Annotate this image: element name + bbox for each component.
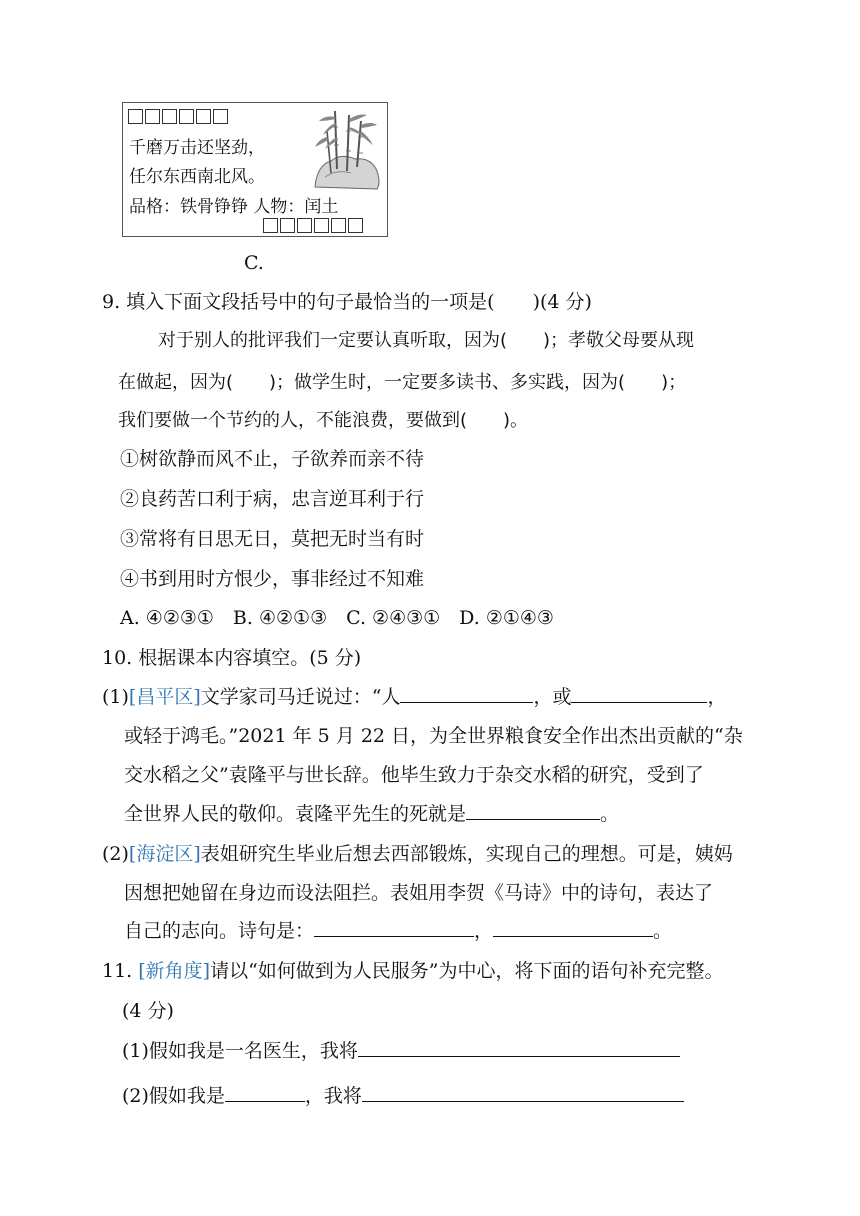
answer-box: [263, 218, 278, 233]
text: 表姐研究生毕业后想去西部锻炼，实现自己的理想。可是，姨妈: [200, 843, 733, 865]
q9-options: A. ④②③① B. ④②①③ C. ②④③① D. ②①④③: [120, 607, 554, 629]
poem-card: [122, 102, 388, 237]
answer-blank[interactable]: [400, 684, 533, 703]
text: (2)假如我是: [122, 1085, 225, 1107]
q9-item-1: ①树欲静而风不止，子欲养而亲不待: [120, 448, 425, 470]
q9-passage-line-2: 在做起，因为( )；做学生时，一定要多读书、多实践，因为( )；: [118, 372, 687, 393]
source-tag: [海淀区]: [128, 843, 201, 865]
text: ，: [707, 686, 727, 708]
q11-sentence-2: [122, 1081, 684, 1108]
q9-passage-line-1: 对于别人的批评我们一定要认真听取，因为( )；孝敬父母要从现: [158, 330, 695, 351]
answer-blank[interactable]: [466, 801, 600, 820]
text: ，: [474, 920, 494, 942]
text: 。: [653, 920, 673, 942]
q10-part1-line-2: 或轻于鸿毛。”2021 年 5 月 22 日，为全世界粮食安全作出杰出贡献的“杂: [124, 725, 743, 747]
source-tag: [新角度]: [138, 960, 211, 982]
answer-box: [196, 109, 211, 124]
answer-box: [128, 109, 143, 124]
q10-part2-line-2: 因想把她留在身边而设法阻拦。表姐用李贺《马诗》中的诗句，表达了: [124, 882, 714, 904]
answer-box: [297, 218, 312, 233]
bottom-answer-boxes: [263, 216, 365, 238]
q11-score: (4 分): [122, 1000, 174, 1022]
q10-part1-line-4: [124, 799, 619, 826]
part-number: (2): [102, 843, 129, 865]
text: ，我将: [304, 1085, 362, 1107]
q10-part2-line-1: [102, 839, 733, 866]
text: 。: [600, 803, 620, 825]
text: 请以“如何做到为人民服务”为中心，将下面的语句补充完整。: [210, 960, 724, 982]
bamboo-rock-icon: [311, 107, 383, 193]
card-poem-line-2: 任尔东西南北风。: [129, 167, 265, 187]
answer-blank[interactable]: [314, 918, 474, 937]
answer-box: [331, 218, 346, 233]
answer-blank[interactable]: [358, 1038, 680, 1057]
answer-blank[interactable]: [571, 684, 707, 703]
card-option-label: C.: [244, 252, 264, 274]
q10-part2-line-3: [124, 916, 672, 943]
answer-blank[interactable]: [493, 918, 653, 937]
text: (1)假如我是一名医生，我将: [122, 1040, 358, 1062]
answer-box: [179, 109, 194, 124]
answer-blank[interactable]: [362, 1083, 684, 1102]
q9-stem: 9. 填入下面文段括号中的句子最恰当的一项是( )(4 分): [102, 291, 592, 313]
answer-box: [348, 218, 363, 233]
part-number: (1): [102, 686, 129, 708]
q9-item-4: ④书到用时方恨少，事非经过不知难: [120, 568, 425, 590]
source-tag: [昌平区]: [128, 686, 201, 708]
q10-part1-line-1: [102, 682, 727, 709]
answer-box: [280, 218, 295, 233]
answer-box: [162, 109, 177, 124]
answer-box: [145, 109, 160, 124]
q11-stem: [102, 956, 724, 983]
card-poem-line-1: 千磨万击还坚劲，: [129, 138, 265, 158]
text: 文学家司马迁说过：“人: [200, 686, 401, 708]
q11-sentence-1: [122, 1036, 680, 1063]
text: ，或: [533, 686, 572, 708]
answer-box: [213, 109, 228, 124]
answer-blank[interactable]: [225, 1083, 305, 1102]
card-attributes: 品格：铁骨铮铮 人物：闰土: [129, 197, 339, 217]
q9-passage-line-3: 我们要做一个节约的人，不能浪费，要做到( )。: [118, 410, 529, 431]
text: 自己的志向。诗句是：: [124, 920, 315, 942]
text: 全世界人民的敬仰。袁隆平先生的死就是: [124, 803, 467, 825]
q10-stem: 10. 根据课本内容填空。(5 分): [102, 647, 362, 669]
answer-box: [314, 218, 329, 233]
q10-part1-line-3: 交水稻之父”袁隆平与世长辞。他毕生致力于杂交水稻的研究，受到了: [124, 764, 704, 786]
q9-item-2: ②良药苦口利于病，忠言逆耳利于行: [120, 488, 425, 510]
q9-item-3: ③常将有日思无日，莫把无时当有时: [120, 528, 425, 550]
question-number: 11.: [102, 960, 139, 982]
top-answer-boxes: [128, 107, 230, 129]
